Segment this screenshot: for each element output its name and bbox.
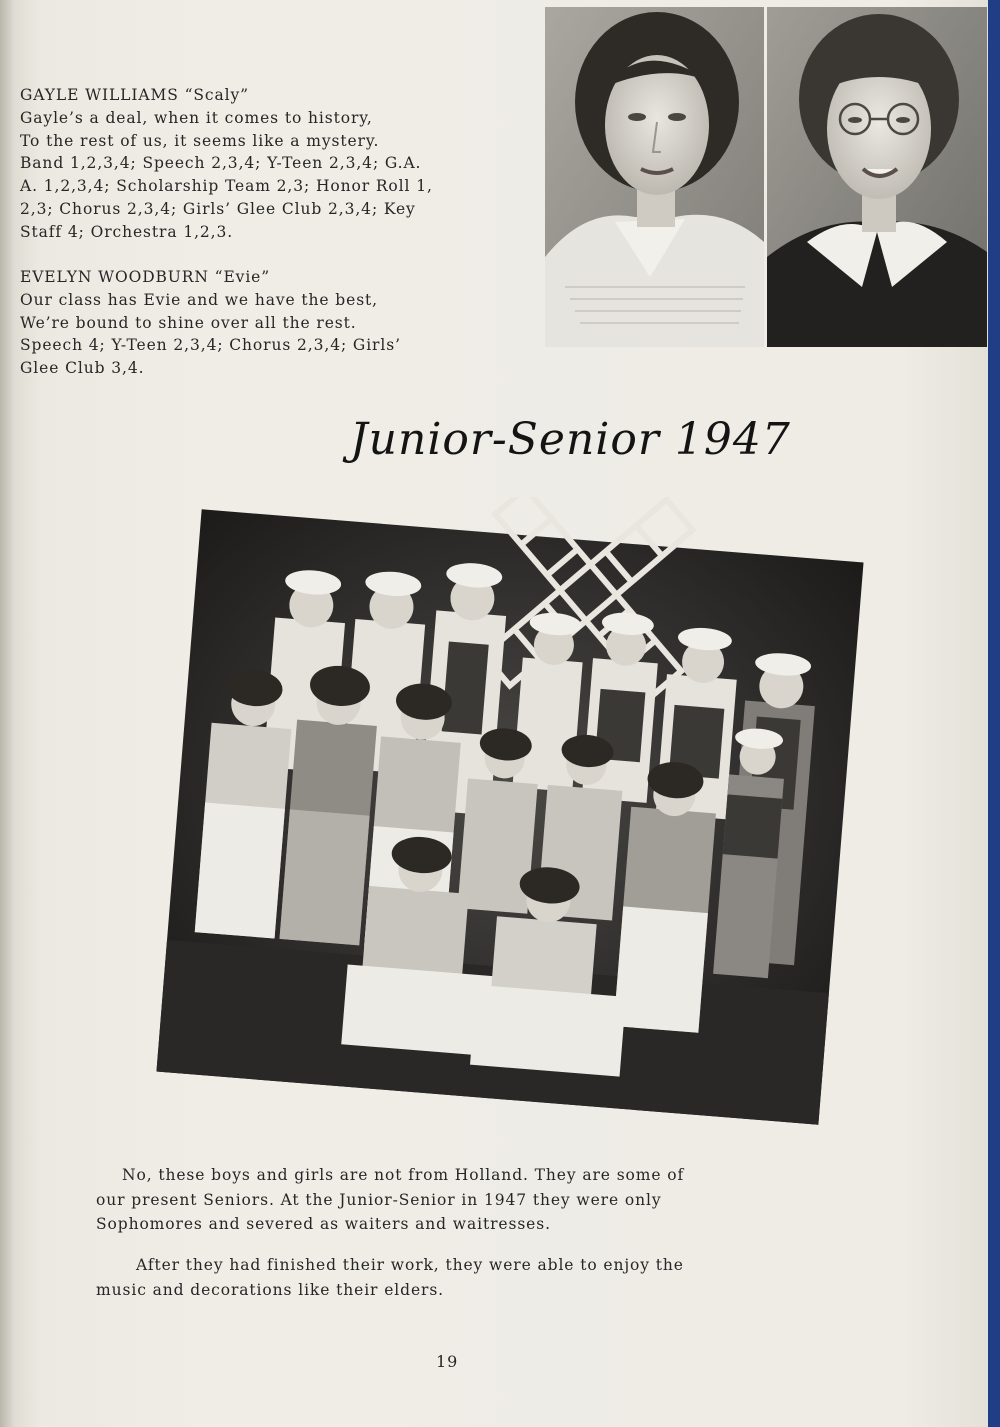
bio-line: We’re bound to shine over all the rest. bbox=[20, 313, 357, 332]
bio-line: To the rest of us, it seems like a mystery. bbox=[20, 131, 380, 150]
bio-line: Our class has Evie and we have the best, bbox=[20, 290, 379, 309]
bio-gayle-williams bbox=[20, 84, 540, 244]
bio-evelyn-woodburn bbox=[20, 266, 540, 380]
group-photo-image bbox=[150, 497, 870, 1137]
bio-line: 2,3; Chorus 2,3,4; Girls’ Glee Club 2,3,4; Key bbox=[20, 199, 416, 218]
group-photo bbox=[150, 497, 870, 1137]
portrait-photo bbox=[545, 7, 764, 347]
page-spine-shadow bbox=[0, 0, 14, 1427]
caption-line: No, these boys and girls are not from Holland. They are some of bbox=[122, 1166, 685, 1184]
page-number: 19 bbox=[436, 1352, 459, 1371]
bio-line: Speech 4; Y-Teen 2,3,4; Chorus 2,3,4; Girls’ bbox=[20, 336, 401, 355]
bio-line: Band 1,2,3,4; Speech 2,3,4; Y-Teen 2,3,4; G.A. bbox=[20, 154, 422, 173]
bio-line: Glee Club 3,4. bbox=[20, 359, 145, 378]
portrait-gayle-williams bbox=[545, 7, 764, 347]
caption-line: our present Seniors. At the Junior-Senior in 1947 they were only bbox=[96, 1190, 662, 1209]
bio-line: GAYLE WILLIAMS “Scaly” bbox=[20, 86, 249, 104]
bio-line: EVELYN WOODBURN “Evie” bbox=[20, 268, 271, 286]
portrait-evelyn-woodburn bbox=[767, 7, 987, 347]
portrait-photo bbox=[767, 7, 987, 347]
caption-paragraph-2 bbox=[96, 1253, 796, 1302]
caption-line: After they had finished their work, they were able to enjoy the bbox=[136, 1256, 684, 1274]
bio-line: A. 1,2,3,4; Scholarship Team 2,3; Honor Roll 1, bbox=[20, 177, 433, 196]
caption-line: music and decorations like their elders. bbox=[96, 1280, 445, 1299]
section-title: Junior-Senior 1947 bbox=[350, 414, 791, 465]
bio-line: Gayle’s a deal, when it comes to history, bbox=[20, 108, 373, 127]
caption-paragraph-1 bbox=[96, 1163, 796, 1237]
caption-line: Sophomores and severed as waiters and waitresses. bbox=[96, 1215, 551, 1233]
bio-line: Staff 4; Orchestra 1,2,3. bbox=[20, 222, 234, 241]
